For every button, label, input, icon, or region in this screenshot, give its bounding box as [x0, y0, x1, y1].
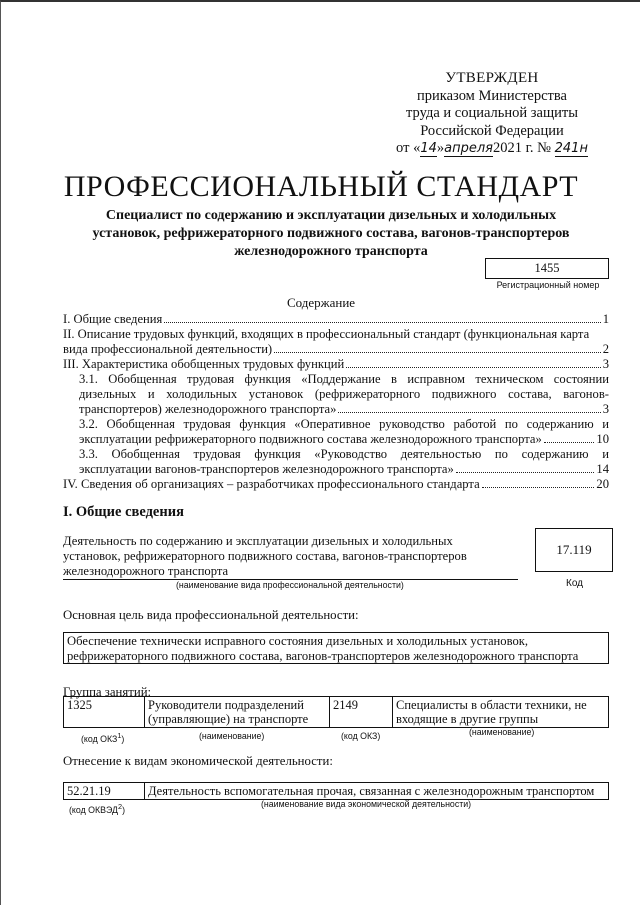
- activity-code-box: 17.119: [535, 528, 613, 572]
- toc-item[interactable]: II. Описание трудовых функций, входящих в профессиональный стандарт (функциональная карта вида профессиональной деятельности) 2: [63, 327, 609, 356]
- approval-line: приказом Министерства: [417, 87, 567, 104]
- okved-name: Деятельность вспомогательная прочая, связанная с железнодорожным транспортом: [145, 783, 609, 800]
- okved-code: 52.21.19: [64, 783, 145, 800]
- okz-name: Специалисты в области техники, не входящие в другие группы: [393, 697, 609, 728]
- toc-page: 3: [602, 402, 609, 416]
- approval-block: [377, 70, 607, 158]
- handwritten-day: 14: [420, 141, 437, 156]
- okz-code: 1325: [64, 697, 145, 728]
- okz-name-note: (наименование): [199, 731, 265, 741]
- activity-note: (наименование вида профессиональной деятельности): [176, 580, 404, 590]
- okz-code-note: (код ОКЗ$^1$): [81, 731, 125, 744]
- standard-name: Специалист по содержанию и эксплуатации дизельных и холодильных установок, рефрижераторного подвижного состава, вагонов-транспортеров железнодорожного транспорта: [92, 208, 570, 259]
- approval-title: УТВЕРЖДЕН: [445, 70, 539, 86]
- econ-activity-table: [63, 782, 609, 800]
- approval-line: труда и социальной защиты: [406, 105, 578, 121]
- registration-number-label: Регистрационный номер: [496, 280, 600, 290]
- approval-line: Российской Федерации: [420, 122, 564, 139]
- toc-heading: Содержание: [286, 295, 356, 310]
- table-of-contents: [63, 312, 609, 492]
- registration-number-box: 1455: [485, 258, 609, 279]
- okz-code-note: (код ОКЗ): [341, 731, 381, 741]
- toc-item[interactable]: IV. Сведения об организациях – разработчиках профессионального стандарта 20: [63, 477, 609, 491]
- toc-page: 1: [602, 312, 609, 326]
- approval-date-line: [377, 140, 607, 158]
- okz-name-note: (наименование): [469, 727, 535, 737]
- date-prefix: от «: [396, 140, 421, 156]
- goal-label: Основная цель вида профессиональной деятельности:: [63, 608, 359, 622]
- activity-name: Деятельность по содержанию и эксплуатации дизельных и холодильных установок, рефрижераторного подвижного состава, вагонов-транспортеров железнодорожного транспорта: [63, 534, 467, 578]
- date-mid: »: [436, 140, 445, 156]
- toc-page: 20: [596, 477, 609, 491]
- goal-box: Обеспечение технически исправного состояния дизельных и холодильных установок, рефрижераторного подвижного состава, вагонов-транспортеров железнодорожного транспорта: [63, 632, 609, 664]
- section-heading: I. Общие сведения: [63, 504, 184, 520]
- toc-page: 14: [596, 462, 609, 476]
- code-label: Код: [566, 578, 584, 589]
- okved-code-note: (код ОКВЭД$^2$): [69, 802, 125, 815]
- toc-item[interactable]: 3.2. Обобщенная трудовая функция «Оперативное руководство работой по содержанию и эксплуатации рефрижераторного подвижного состава железнодорожного транспорта» 10: [79, 417, 609, 446]
- toc-page: 10: [596, 432, 609, 446]
- document-title: ПРОФЕССИОНАЛЬНЫЙ СТАНДАРТ: [63, 170, 579, 203]
- toc-item[interactable]: III. Характеристика обобщенных трудовых функций 3: [63, 357, 609, 371]
- handwritten-month: апреля: [444, 141, 493, 156]
- date-year: 2021 г. №: [492, 140, 552, 156]
- toc-item[interactable]: 3.3. Обобщенная трудовая функция «Руководство деятельностью по содержанию и эксплуатации вагонов-транспортеров железнодорожного транспорта» 14: [79, 447, 609, 476]
- occupation-group-table: [63, 696, 609, 728]
- handwritten-number: 241н: [554, 141, 588, 156]
- okz-name: Руководители подразделений (управляющие) на транспорте: [145, 697, 330, 728]
- econ-activity-label: Отнесение к видам экономической деятельности:: [63, 754, 333, 768]
- okved-name-note: (наименование вида экономической деятельности): [261, 799, 472, 809]
- toc-item[interactable]: 3.1. Обобщенная трудовая функция «Поддержание в исправном техническом состоянии дизельных и холодильных установок (рефрижераторного подвижного состава, вагонов- транспортеров) железнодорожного транспорта» 3: [79, 372, 609, 416]
- toc-item[interactable]: I. Общие сведения 1: [63, 312, 609, 326]
- okz-code: 2149: [330, 697, 393, 728]
- group-label: Группа занятий:: [63, 685, 152, 699]
- toc-page: 3: [602, 357, 609, 371]
- toc-page: 2: [602, 342, 609, 356]
